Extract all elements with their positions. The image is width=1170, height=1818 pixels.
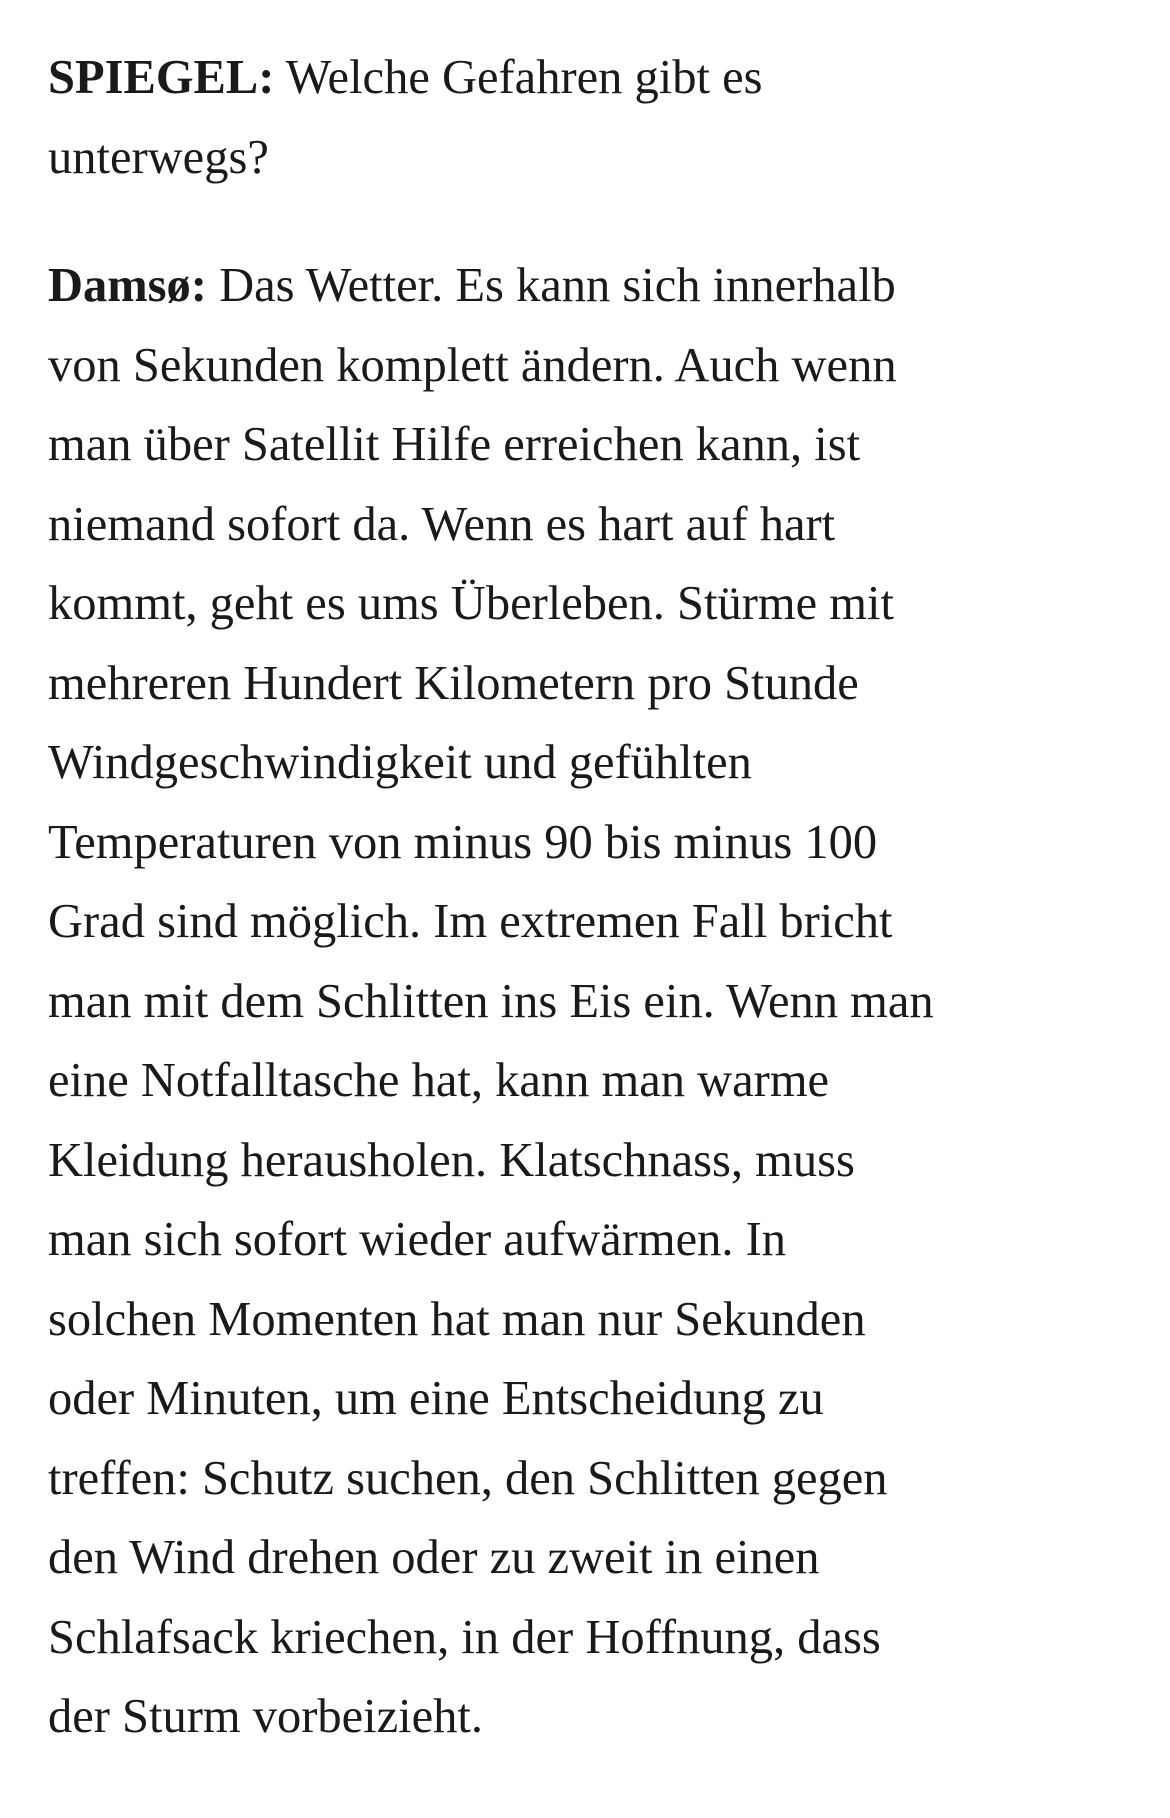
speaker-label-spiegel: SPIEGEL: (48, 51, 275, 104)
answer-line: man sich sofort wieder aufwärmen. In (48, 1213, 787, 1266)
interview-answer (48, 246, 1130, 1757)
speaker-label-damso: Damsø: (48, 259, 207, 312)
answer-line: Kleidung herausholen. Klatschnass, muss (48, 1133, 855, 1187)
answer-text: Das Wetter. Es kann sich innerhalb (219, 259, 896, 312)
answer-line: mehreren Hundert Kilometern pro Stunde (48, 656, 859, 710)
answer-line: Schlafsack kriechen, in der Hoffnung, dass (48, 1610, 881, 1664)
answer-line: den Wind drehen oder zu zweit in einen (48, 1531, 820, 1584)
question-line-2: unterwegs? (48, 130, 269, 184)
question-line-1 (48, 38, 1130, 118)
interview-question (48, 38, 1130, 197)
answer-line: man über Satellit Hilfe erreichen kann, ist (48, 418, 861, 471)
answer-line: Grad sind möglich. Im extremen Fall bricht (48, 895, 893, 948)
answer-line: Temperaturen von minus 90 bis minus 100 (48, 815, 878, 869)
article-body (48, 38, 1130, 1757)
answer-line: man mit dem Schlitten ins Eis ein. Wenn man (48, 974, 934, 1028)
answer-line: Windgeschwindigkeit und gefühlten (48, 736, 752, 789)
answer-line: niemand sofort da. Wenn es hart auf hart (48, 497, 836, 551)
answer-line: solchen Momenten hat man nur Sekunden (48, 1292, 866, 1346)
answer-line: treffen: Schutz suchen, den Schlitten gegen (48, 1451, 888, 1505)
answer-line-1 (48, 246, 1130, 326)
answer-line: kommt, geht es ums Überleben. Stürme mit (48, 577, 894, 630)
answer-line: der Sturm vorbeizieht. (48, 1690, 484, 1743)
question-text: Welche Gefahren gibt es (285, 51, 763, 104)
answer-line: oder Minuten, um eine Entscheidung zu (48, 1372, 824, 1425)
answer-line: von Sekunden komplett ändern. Auch wenn (48, 338, 897, 392)
answer-line: eine Notfalltasche hat, kann man warme (48, 1054, 830, 1107)
